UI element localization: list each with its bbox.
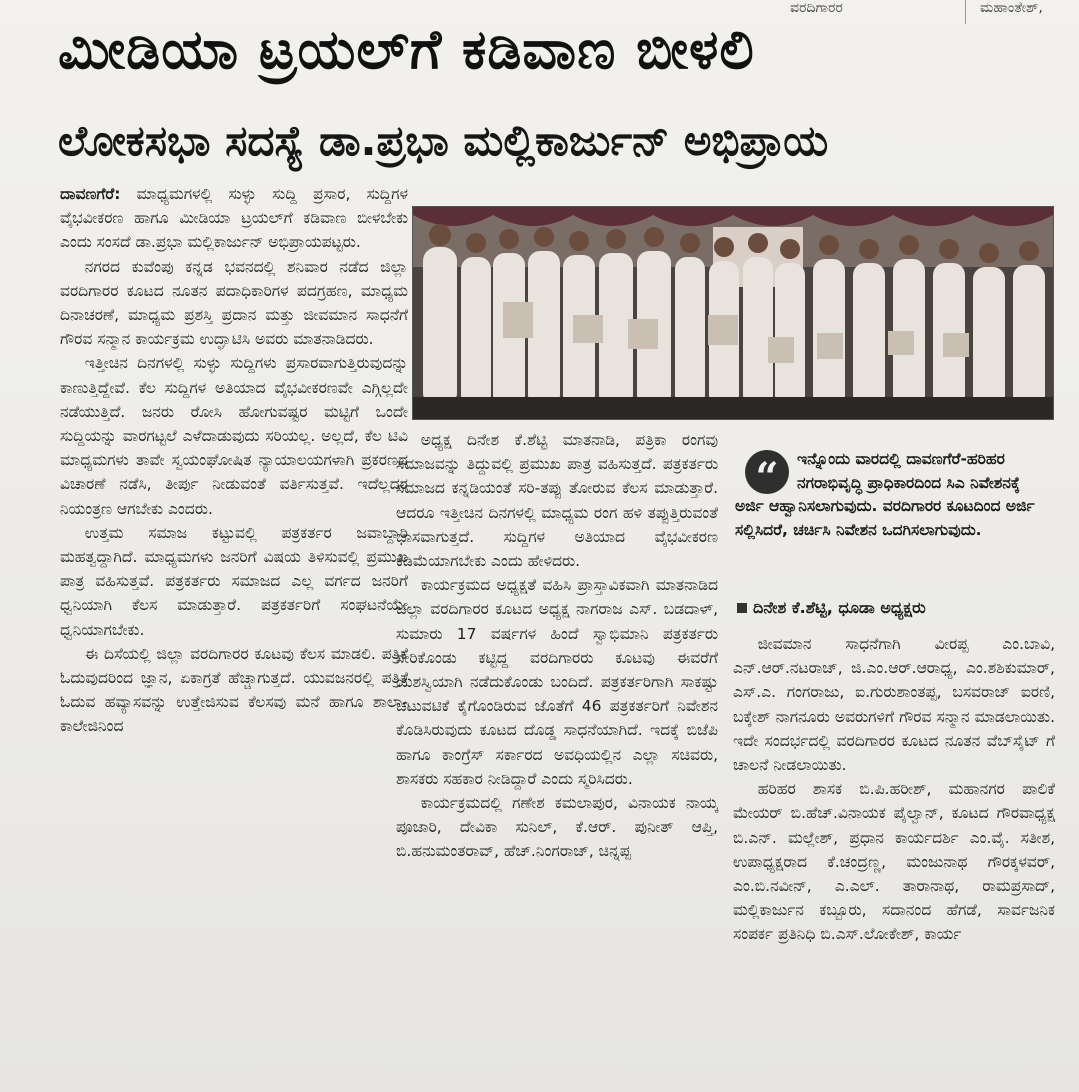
paragraph: ಅಧ್ಯಕ್ಷ ದಿನೇಶ ಕೆ.ಶೆಟ್ಟಿ ಮಾತನಾಡಿ, ಪತ್ರಿಕಾ ರಂಗವು ಸಮಾಜವನ್ನು ತಿದ್ದುವಲ್ಲಿ ಪ್ರಮುಖ ಪಾತ್ರ ವಹಿಸುತ್ತದೆ. ಪತ್ರಕರ್ತರು ಸಮಾಜದ ಕನ್ನಡಿಯಂತೆ ಸರಿ-ತಪ್ಪು ತೋರುವ ಕೆಲಸ ಮಾಡುತ್ತಾರೆ. ಆದರೂ ಇತ್ತೀಚಿನ ದಿನಗಳಲ್ಲಿ ಮಾಧ್ಯಮ ರಂಗ ಹಳಿ ತಪ್ಪುತ್ತಿರುವಂತೆ ಭಾಸವಾಗುತ್ತದೆ. ಸುದ್ದಿಗಳ ಅತಿಯಾದ ವೈಭವೀಕರಣ ಕಡಿಮೆಯಾಗಬೇಕು ಎಂದು ಹೇಳಿದರು. (396, 431, 718, 571)
top-snippet-right: ಮಹಾಂತೇಶ್, (980, 0, 1043, 16)
paragraph: ಕಾರ್ಯಕ್ರಮದ ಅಧ್ಯಕ್ಷತೆ ವಹಿಸಿ ಪ್ರಾಸ್ತಾವಿಕವಾಗಿ ಮಾತನಾಡಿದ ಜಿಲ್ಲಾ ವರದಿಗಾರರ ಕೂಟದ ಅಧ್ಯಕ್ಷ ನಾಗರಾಜ ಎಸ್. ಬಡದಾಳ್, ಸುಮಾರು 17 ವರ್ಷಗಳ ಹಿಂದೆ ಸ್ವಾಭಿಮಾನಿ ಪತ್ರಕರ್ತರು ಸೇರಿಕೊಂಡು ಕಟ್ಟಿದ್ದ ವರದಿಗಾರರು ಕೂಟವು ಈವರೆಗೆ ಯಶಸ್ವಿಯಾಗಿ ನಡೆದುಕೊಂಡು ಬಂದಿದೆ. ಪತ್ರಕರ್ತರಿಗಾಗಿ ಸಾಕಷ್ಟು ಚಟುವಟಿಕೆ ಕೈಗೊಂಡಿರುವ ಜೊತೆಗೆ 46 ಪತ್ರಕರ್ತರಿಗೆ ನಿವೇಶನ ಕೊಡಿಸಿರುವುದು ಕೂಟದ ದೊಡ್ಡ ಸಾಧನೆಯಾಗಿದೆ. ಇದಕ್ಕೆ ಬಿಜೆಪಿ ಹಾಗೂ ಕಾಂಗ್ರೆಸ್ ಸರ್ಕಾರದ ಅವಧಿಯಲ್ಲಿನ ಎಲ್ಲಾ ಸಚಿವರು, ಶಾಸಕರು ಸಹಕಾರ ನೀಡಿದ್ದಾರೆ ಎಂದು ಸ್ಮರಿಸಿದರು. (396, 576, 718, 788)
attribution-text: ದಿನೇಶ ಕೆ.ಶೆಟ್ಟಿ, ಧೂಡಾ ಅಧ್ಯಕ್ಷರು (753, 598, 926, 617)
paragraph (60, 182, 408, 255)
paragraph: ಈ ದಿಸೆಯಲ್ಲಿ ಜಿಲ್ಲಾ ವರದಿಗಾರರ ಕೂಟವು ಕೆಲಸ ಮಾಡಲಿ. ಪತ್ರಿಕೆ ಓದುವುದರಿಂದ ಜ್ಞಾನ, ಏಕಾಗ್ರತೆ ಹೆಚ್ಚಾಗುತ್ತದೆ. ಯುವಜನರಲ್ಲಿ ಪತ್ರಿಕೆ ಓದುವ ಹವ್ಯಾಸವನ್ನು ಉತ್ತೇಜಿಸುವ ಕೆಲಸವು ಮನೆ ಹಾಗೂ ಶಾಲಾ-ಕಾಲೇಜಿನಿಂದ (60, 644, 408, 736)
group-photo-icon (413, 207, 1053, 419)
paragraph: ಜೀವಮಾನ ಸಾಧನೆಗಾಗಿ ವೀರಪ್ಪ ಎಂ.ಬಾವಿ, ಎನ್.ಆರ್.ನಟರಾಜ್, ಜಿ.ಎಂ.ಆರ್.ಆರಾಧ್ಯ, ಎಂ.ಶಶಿಕುಮಾರ್, ಎಸ್.ಎ. ಗಂಗರಾಜು, ಐ.ಗುರುಶಾಂತಪ್ಪ, ಬಸವರಾಜ್ ಐರಣಿ, ಬಕ್ಕೇಶ್ ನಾಗನೂರು ಅವರುಗಳಿಗೆ ಗೌರವ ಸನ್ಮಾನ ಮಾಡಲಾಯಿತು. ಇದೇ ಸಂದರ್ಭದಲ್ಲಿ ವರದಿಗಾರರ ಕೂಟದ ನೂತನ ವೆಬ್‌ಸೈಟ್ ಗೆ ಚಾಲನೆ ನೀಡಲಾಯಿತು. (733, 635, 1055, 775)
article-column-2 (396, 428, 718, 864)
group-photo (412, 206, 1054, 420)
square-bullet-icon (737, 603, 747, 613)
article-column-3 (733, 632, 1055, 947)
quote-icon: “ (745, 450, 789, 494)
dateline: ದಾವಣಗೆರೆ: (60, 185, 121, 203)
headline: ಮೀಡಿಯಾ ಟ್ರಯಲ್‌ಗೆ ಕಡಿವಾಣ ಬೀಳಲಿ (58, 18, 755, 81)
top-snippet-left: ವರದಿಗಾರರ (790, 0, 843, 16)
article-column-1 (60, 182, 408, 739)
paragraph: ಕಾರ್ಯಕ್ರಮದಲ್ಲಿ ಗಣೇಶ ಕಮಲಾಪುರ, ವಿನಾಯಕ ನಾಯ್ಕ ಪೂಜಾರಿ, ದೇವಿಕಾ ಸುನಿಲ್, ಕೆ.ಆರ್. ಪುನೀತ್ ಆಪ್ತಿ, ಬಿ.ಹನುಮಂತರಾವ್, ಹೆಚ್.ನಿಂಗರಾಜ್, ಚಿನ್ನಪ್ಪ (396, 794, 718, 861)
pull-quote-rest: ಅರ್ಜಿ ಆಹ್ವಾನಿಸಲಾಗುವುದು. ವರದಿಗಾರರ ಕೂಟದಿಂದ ಅರ್ಜಿ ಸಲ್ಲಿಸಿದರೆ, ಚರ್ಚಿಸಿ ನಿವೇಶನ ಒದಗಿಸಲಾಗುವುದು. (735, 497, 1035, 539)
paragraph: ಉತ್ತಮ ಸಮಾಜ ಕಟ್ಟುವಲ್ಲಿ ಪತ್ರಕರ್ತರ ಜವಾಬ್ದಾರಿ ಮಹತ್ವದ್ದಾಗಿದೆ. ಮಾಧ್ಯಮಗಳು ಜನರಿಗೆ ವಿಷಯ ತಿಳಿಸುವಲ್ಲಿ ಪ್ರಮುಖ ಪಾತ್ರ ವಹಿಸುತ್ತವೆ. ಪತ್ರಕರ್ತರು ಸಮಾಜದ ಎಲ್ಲ ವರ್ಗದ ಜನರಿಗೆ ಧ್ವನಿಯಾಗಿ ಕೆಲಸ ಮಾಡುತ್ತಾರೆ. ಪತ್ರಕರ್ತರಿಗೆ ಸಂಘಟನೆಯೇ ಧ್ವನಿಯಾಗಬೇಕು. (60, 523, 408, 639)
pull-quote-attribution (737, 598, 1057, 618)
paragraph: ಹರಿಹರ ಶಾಸಕ ಬಿ.ಪಿ.ಹರೀಶ್, ಮಹಾನಗರ ಪಾಲಿಕೆ ಮೇಯರ್ ಬಿ.ಹೆಚ್.ವಿನಾಯಕ ಪೈಲ್ವಾನ್, ಕೂಟದ ಗೌರವಾಧ್ಯಕ್ಷ ಬಿ.ಎನ್. ಮಲ್ಲೇಶ್, ಪ್ರಧಾನ ಕಾರ್ಯದರ್ಶಿ ಎಂ.ವೈ. ಸತೀಶ, ಉಪಾಧ್ಯಕ್ಷರಾದ ಕೆ.ಚಂದ್ರಣ್ಣ, ಮಂಜುನಾಥ ಗೌರಕ್ಕಳವರ್, ಎಂ.ಬಿ.ನವೀನ್, ಎ.ಎಲ್. ತಾರಾನಾಥ, ರಾಮಪ್ರಸಾದ್, ಮಲ್ಲಿಕಾರ್ಜುನ ಕಬ್ಬೂರು, ಸದಾನಂದ ಹೆಗಡೆ, ಸಾರ್ವಜನಿಕ ಸಂಪರ್ಕ ಪ್ರತಿನಿಧಿ ಬಿ.ಎಸ್.ಲೋಕೇಶ್, ಕಾರ್ಯ (733, 780, 1055, 944)
paragraph-text: ಮಾಧ್ಯಮಗಳಲ್ಲಿ ಸುಳ್ಳು ಸುದ್ದಿ ಪ್ರಸಾರ, ಸುದ್ದಿಗಳ ವೈಭವೀಕರಣ ಹಾಗೂ ಮೀಡಿಯಾ ಟ್ರಯಲ್‌ಗೆ ಕಡಿವಾಣ ಬೀಳಬೇಕು ಎಂದು ಸಂಸದೆ ಡಾ.ಪ್ರಭಾ ಮಲ್ಲಿಕಾರ್ಜುನ್ ಅಭಿಪ್ರಾಯಪಟ್ಟರು. (60, 185, 408, 252)
subheadline: ಲೋಕಸಭಾ ಸದಸ್ಯೆ ಡಾ.ಪ್ರಭಾ ಮಲ್ಲಿಕಾರ್ಜುನ್ ಅಭಿಪ್ರಾಯ (58, 116, 829, 165)
paragraph: ನಗರದ ಕುವೆಂಪು ಕನ್ನಡ ಭವನದಲ್ಲಿ ಶನಿವಾರ ನಡೆದ ಜಿಲ್ಲಾ ವರದಿಗಾರರ ಕೂಟದ ನೂತನ ಪದಾಧಿಕಾರಿಗಳ ಪದಗ್ರಹಣ, ಮಾಧ್ಯಮ ದಿನಾಚರಣೆ, ಮಾಧ್ಯಮ ಪ್ರಶಸ್ತಿ ಪ್ರದಾನ ಮತ್ತು ಜೀವಮಾನ ಸಾಧನೆಗೆ ಗೌರವ ಸನ್ಮಾನ ಕಾರ್ಯಕ್ರಮ ಉದ್ಘಾಟಿಸಿ ಅವರು ಮಾತನಾಡಿದರು. (60, 257, 408, 349)
paragraph: ಇತ್ತೀಚಿನ ದಿನಗಳಲ್ಲಿ ಸುಳ್ಳು ಸುದ್ದಿಗಳು ಪ್ರಸಾರವಾಗುತ್ತಿರುವುದನ್ನು ಕಾಣುತ್ತಿದ್ದೇವೆ. ಕೆಲ ಸುದ್ದಿಗಳ ಅತಿಯಾದ ವೈಭವೀಕರಣವೇ ಎಗ್ಗಿಲ್ಲದೇ ನಡೆಯುತ್ತಿದೆ. ಜನರು ರೋಸಿ ಹೋಗುವಷ್ಟರ ಮಟ್ಟಿಗೆ ಒಂದೇ ಸುದ್ದಿಯನ್ನು ವಾರಗಟ್ಟಲೆ ಎಳೆದಾಡುವುದು ಸರಿಯಲ್ಲ. ಅಲ್ಲದೆ, ಕೆಲ ಟಿವಿ ಮಾಧ್ಯಮಗಳು ತಾವೇ ಸ್ವಯಂಘೋಷಿತ ನ್ಯಾಯಾಲಯಗಳಾಗಿ ಪ್ರಕರಣದ ವಿಚಾರಣೆ ನಡೆಸಿ, ತೀರ್ಪು ನೀಡುವಂತೆ ವರ್ತಿಸುತ್ತವೆ. ಇದೆಲ್ಲದರ ನಿಯಂತ್ರಣ ಆಗಬೇಕು ಎಂದರು. (60, 354, 408, 518)
pull-quote-lead: ಇನ್ನೊಂದು ವಾರದಲ್ಲಿ ದಾವಣಗೆರೆ-ಹರಿಹರ ನಗರಾಭಿವೃದ್ಧಿ ಪ್ರಾಧಿಕಾರದಿಂದ ಸಿಎ ನಿವೇಶನಕ್ಕೆ (797, 450, 1020, 492)
